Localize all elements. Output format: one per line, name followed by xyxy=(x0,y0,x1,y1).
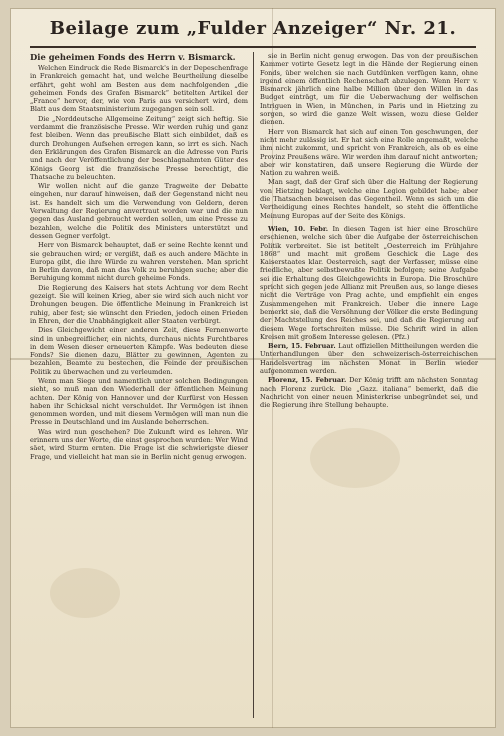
left-column xyxy=(30,52,248,718)
dispatch-dateline: Wien, 10. Febr. xyxy=(268,224,329,233)
article-paragraph: sie in Berlin nicht genug erwogen. Das von der preußischen Kammer votirte Gesetz legt in die Hände der Regierung einen Fonds, über welchen sie nach Gutdünken verfügen kann, ohne irgend einem öffentlich Rechenschaft abzulegen. Wenn Herr v. Bismarck jährlich eine halbe Million über den Willen in das Budget einträgt, um für die Ueberwachung der welfischen Intriguen in Wien, in München, in Paris und in Hietzing zu sorgen, so wird die ganze Welt wissen, wozu diese Gelder dienen. xyxy=(260,52,478,127)
dispatch-dateline: Bern, 15. Februar. xyxy=(268,342,336,351)
newspaper-page xyxy=(10,8,496,728)
dispatch-text: In diesen Tagen ist hier eine Broschüre erschienen, welche sich über die Aufgabe der österreichischen Politik verbreitet. Sie ist betitelt „Oesterreich im Frühjahre 1868“ und macht mit großem Geschick die Lage des Kaiserstaates klar. Oesterreich, sagt der Verfasser, müsse eine friedliche, aber selbstbewußte Politik befolgen; seine Aufgabe sei die Erhaltung des Gleichgewichts in Europa. Die Broschüre spricht sich gegen jede Allianz mit Preußen aus, so lange dieses nicht die Verträge von Prag achte, und empfiehlt ein enges Zusammengehen mit Frankreich. Ueber die innere Lage bemerkt sie, daß die Versöhnung der Völker die erste Bedingung der Machtstellung des Reiches sei, und daß die Regierung auf diesem Wege fortschreiten müsse. Die Schrift wird in allen Kreisen mit großem Interesse gelesen. (Pfz.) xyxy=(260,224,478,341)
article-paragraph: Die Regierung des Kaisers hat stets Achtung vor dem Recht gezeigt. Sie will keinen Krieg, aber sie wird sich auch nicht vor Drohungen beugen. Die öffentliche Meinung in Frankreich ist ruhig, aber fest; sie wünscht den Frieden, jedoch einen Frieden in Ehren, der die Unabhängigkeit aller Staaten verbürgt. xyxy=(30,283,248,325)
dispatch-text: Der König trifft am nächsten Sonntag nach Florenz zurück. Die „Gazz. italiana“ bemerkt, daß die Nachricht von einer neuen Ministerkrise unbegründet sei, und die Regierung ihre Stellung behaupte. xyxy=(260,376,478,410)
dispatch-dateline: Florenz, 15. Februar. xyxy=(268,376,347,385)
masthead-title: Beilage zum „Fulder Anzeiger“ Nr. 21. xyxy=(30,18,476,48)
article-paragraph: Dies Gleichgewicht einer anderen Zeit, diese Fernenworte sind in unbegreiflicher, ein nichts, durchaus nichts Furchtbares in dem Wesen dieser erneuerten Kämpfe. Was bedeuten diese Fonds? Sie dienen dazu, Blätter zu gewinnen, Agenten zu bezahlen, Beamte zu bestechen, die Feinde der preußischen Politik zu überwachen und zu verleumden. xyxy=(30,326,248,376)
article-paragraph: Wir wollen nicht auf die ganze Tragweite der Debatte eingehen, nur darauf hinweisen, daß der Gegenstand nicht neu ist. Es handelt sich um die Verwendung von Geldern, deren Verwaltung der Regierung anvertraut worden war und die nun gegen das Ausland gebraucht werden sollen, um eine Presse zu bezahlen, welche die Politik des Ministers unterstützt und dessen Gegner verfolgt. xyxy=(30,182,248,240)
right-column xyxy=(260,52,478,718)
article-paragraph: Wenn man Siege und namentlich unter solchen Bedingungen sieht, so muß man den Wiederhall der öffentlichen Meinung achten. Der König von Hannover und der Kurfürst von Hessen haben ihr Schicksal nicht verschuldet. Ihr Vermögen ist ihnen genommen worden, und mit diesem Vermögen will man nun die Presse in Deutschland und im Auslande beherrschen. xyxy=(30,376,248,427)
article-paragraph: Was wird nun geschehen? Die Zukunft wird es lehren. Wir erinnern uns der Worte, die einst gesprochen wurden: Wer Wind säet, wird Sturm ernten. Die Frage ist die schwierigste dieser Frage, und vielleicht hat man sie in Berlin nicht genug erwogen. xyxy=(30,427,248,461)
article-paragraph: Herr von Bismarck behauptet, daß er seine Rechte kennt und sie gebrauchen wird; er vergißt, daß es auch andere Mächte in Europa gibt, die ihre Würde zu wahren verstehen. Man spricht in Berlin davon, daß man das Volk zu beruhigen suche; aber die Beruhigung kommt nicht durch geheime Fonds. xyxy=(30,241,248,283)
article-paragraph: Man sagt, daß der Graf sich über die Haltung der Regierung von Hietzing beklagt, welche eine Legion gebildet habe; aber die Thatsachen beweisen das Gegentheil. Wenn es sich um die Vertheidigung eines Rechtes handelt, so steht die öffentliche Meinung Europas auf der Seite des Königs. xyxy=(260,178,478,220)
article-headline: Die geheimen Fonds des Herrn v. Bismarck. xyxy=(30,52,236,62)
article-paragraph: Die „Norddeutsche Allgemeine Zeitung“ zeigt sich heftig. Sie verdammt die französische Presse. Wir werden ruhig und ganz fest bleiben. Wenn das preußische Blatt sich einbildet, daß es durch Drohungen Aufsehen erregen kann, so irrt es sich. Nach den Erklärungen des Grafen Bismarck an die Adresse von Paris und nach der Veröffentlichung der beschlagnahmten Güter des Königs Georg ist die französische Presse berechtigt, die Thatsache zu beleuchten. xyxy=(30,114,248,181)
article-paragraph: Herr von Bismarck hat sich auf einen Ton geschwungen, der nicht mehr zulässig ist. Er hat sich eine Rolle angemaßt, welche ihm nicht zukommt, und spricht von Frankreich, als ob es eine Provinz Preußens wäre. Wir werden ihm darauf nicht antworten; aber wir konstatiren, daß unsere Regierung die Würde der Nation zu wahren weiß. xyxy=(260,127,478,178)
news-dispatch-bern xyxy=(260,342,478,375)
news-dispatch-florence xyxy=(260,376,478,409)
article-paragraph: Welchen Eindruck die Rede Bismarck's in der Depeschenfrage in Frankreich gemacht hat, und welche Beurtheilung dieselbe erfährt, geht wohl am Besten aus dem nachfolgenden „die geheimen Fonds des Grafen Bismarck“ betitelten Artikel der „France“ hervor, der, wie von Paris aus versichert wird, dem Blatt aus dem Staatsministerium zugegangen sein soll. xyxy=(30,64,248,114)
news-dispatch-vienna xyxy=(260,225,478,341)
column-divider xyxy=(253,52,254,718)
dispatch-text: Laut offiziellen Mittheilungen werden die Unterhandlungen über den schweizerisch-österreichischen Handelsvertrag im nächsten Monat in Berlin wieder aufgenommen werden. xyxy=(260,342,478,375)
